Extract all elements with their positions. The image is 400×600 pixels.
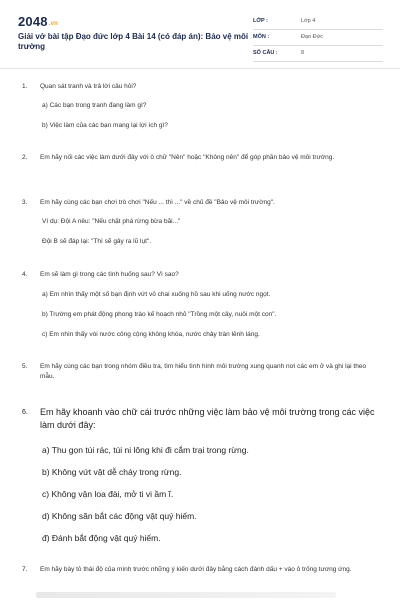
answer-option: d) Không săn bắt các động vật quý hiếm. — [42, 511, 197, 521]
question-text: Em hãy cùng các bạn trong nhóm điều tra, tìm hiểu tình hình môi trường xung quanh nơi các em ở và ghi lại theo mẫu. — [40, 363, 367, 380]
question-number: 5. — [22, 363, 28, 370]
answer-option: b) Không vứt vật dễ cháy trong rừng. — [42, 467, 182, 477]
answer-option: a) Các bạn trong tranh đang làm gì? — [42, 102, 147, 109]
answer-option: c) Không vận loa đài, mở ti vi ầm ĩ. — [42, 489, 174, 499]
answer-option: Ví dụ: Đội A nêu: "Nếu chặt phá rừng bừa bãi..." — [42, 218, 181, 225]
meta-value: 8 — [301, 50, 305, 56]
question-text: Em hãy khoanh vào chữ cái trước những việc làm bảo vệ môi trường trong các việc làm dưới đây: — [40, 407, 375, 430]
question-number: 1. — [22, 83, 28, 90]
meta-row-count — [253, 46, 383, 62]
site-logo[interactable]: 2048.vn — [18, 14, 59, 29]
answer-option: Đội B sẽ đáp lại: "Thì sẽ gây ra lũ lụt". — [42, 238, 152, 245]
answer-option: b) Trường em phát động phong trào kế hoạch nhỏ "Trồng một cây, nuôi một con". — [42, 311, 277, 318]
question-number: 2. — [22, 154, 28, 161]
cut-off-content — [36, 592, 336, 598]
answer-option: a) Em nhìn thấy một số bạn định vứt vỏ chai xuống hồ sau khi uống nước ngọt. — [42, 291, 271, 298]
question-number: 6. — [22, 409, 28, 416]
meta-value: Lớp 4 — [301, 18, 316, 24]
question-text: Em hãy cùng các bạn chơi trò chơi "Nếu ... thì ..." về chủ đề "Bảo vệ môi trường". — [40, 199, 275, 206]
page-title: Giải vở bài tập Đạo đức lớp 4 Bài 14 (có đáp án): Bảo vệ môi trường — [18, 32, 249, 51]
answer-option: b) Việc làm của các bạn mang lại lợi ích gì? — [42, 122, 168, 129]
meta-value: Đạo Đức — [301, 34, 324, 40]
question-text: Em sẽ làm gì trong các tình huống sau? Vì sao? — [40, 271, 179, 278]
question-text: Quan sát tranh và trả lời câu hỏi? — [40, 83, 137, 90]
question-number: 4. — [22, 271, 28, 278]
question-number: 3. — [22, 199, 28, 206]
question-number: 7. — [22, 566, 28, 573]
answer-option: đ) Đánh bắt động vật quý hiếm. — [42, 533, 161, 543]
answer-option: a) Thu gọn túi rác, túi ni lông khi đi cắm trại trong rừng. — [42, 445, 249, 455]
meta-key: SỐ CÂU : — [253, 50, 278, 56]
meta-row-subject — [253, 30, 383, 46]
meta-key: MÔN : — [253, 34, 270, 40]
question-text: Em hãy nối các việc làm dưới đây với ô chữ "Nên" hoặc "Không nên" để góp phần bảo vệ môi trường. — [40, 154, 335, 161]
meta-row-grade — [253, 14, 383, 30]
header-divider — [0, 68, 400, 69]
meta-table — [253, 14, 383, 62]
answer-option: c) Em nhìn thấy vòi nước công cộng không khóa, nước chảy tràn lênh láng. — [42, 331, 260, 338]
meta-key: LỚP : — [253, 18, 268, 24]
question-text: Em hãy bày tỏ thái độ của mình trước những ý kiến dưới đây bằng cách đánh dấu + vào ô trống tương ứng. — [40, 566, 352, 573]
page-header — [18, 14, 382, 62]
